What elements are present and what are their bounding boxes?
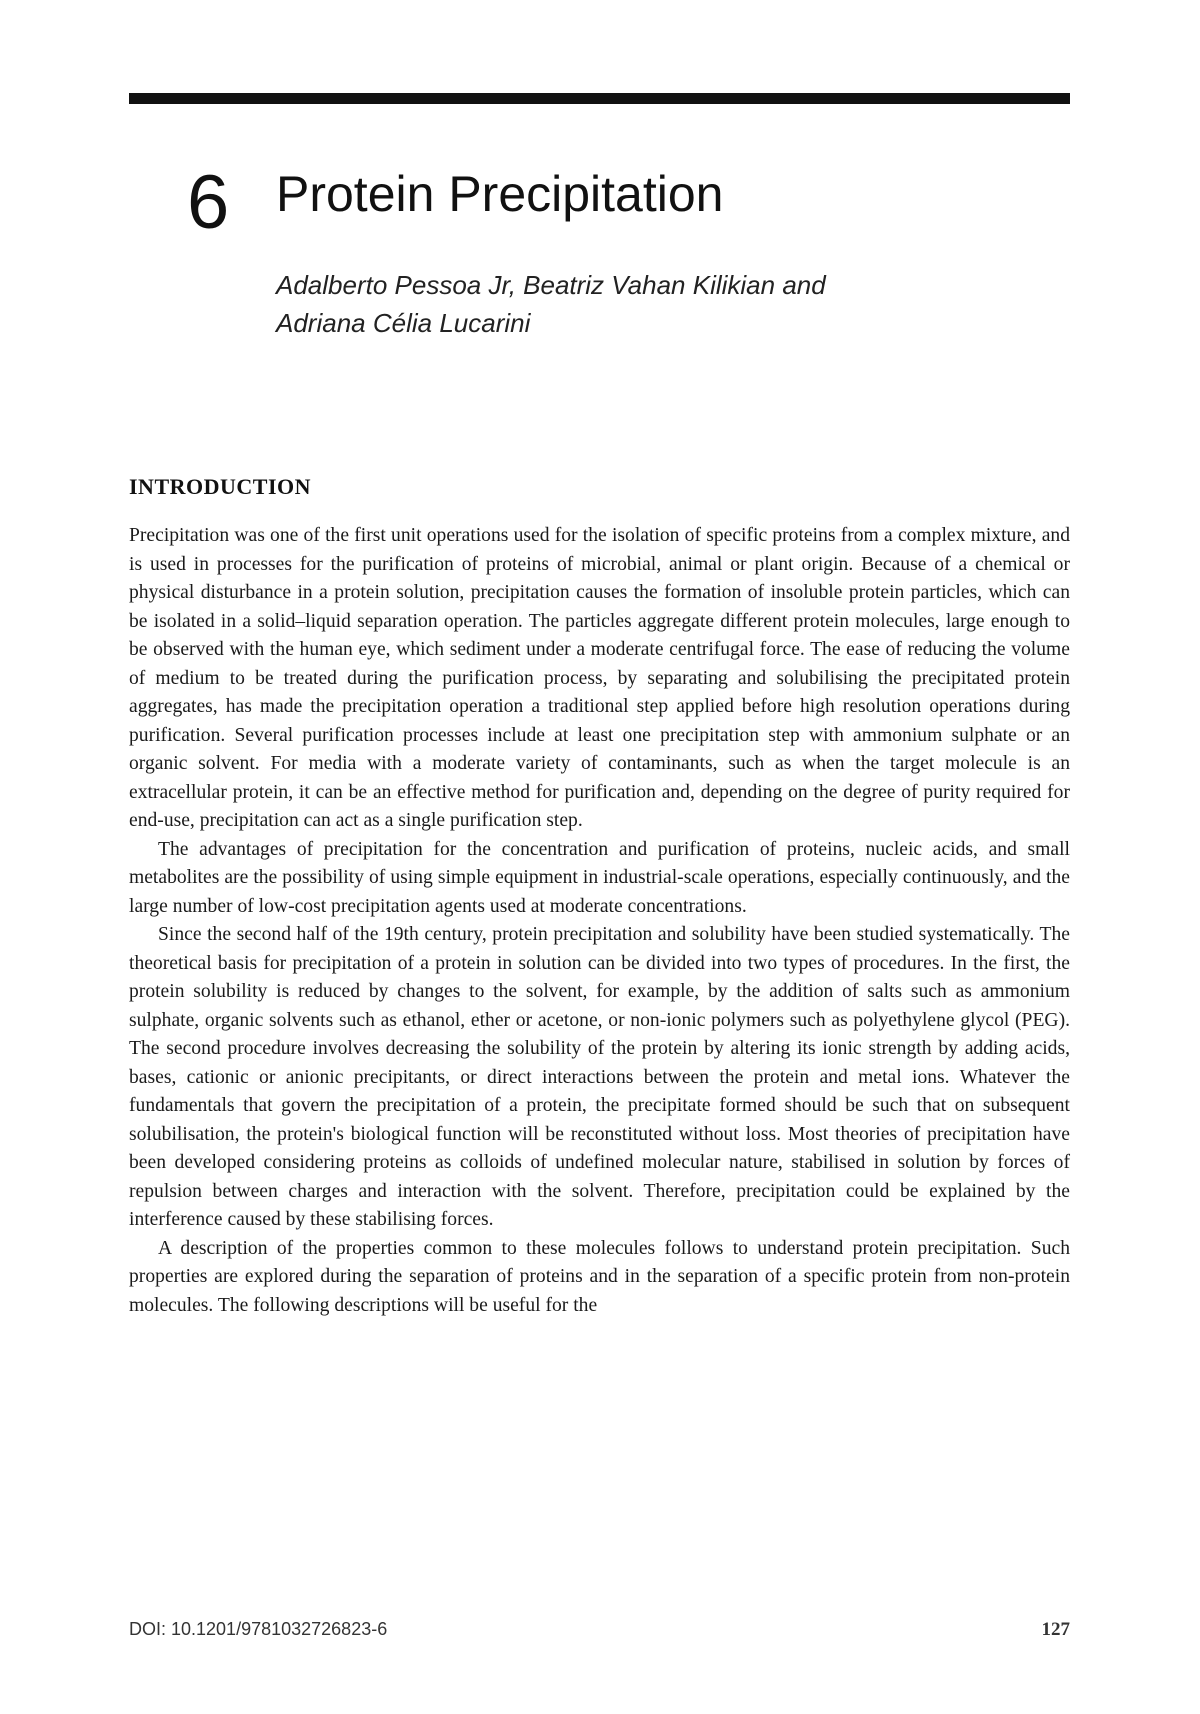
section-heading: INTRODUCTION [129, 474, 312, 499]
paragraph-2: The advantages of precipitation for the concentration and purification of proteins, nucleic acids, and small metabolites are the possibility of using simple equipment in industrial-scale operations, especially continuously, and the large number of low-cost precipitation agents used at moderate concentrations. [129, 838, 1070, 917]
authors-line-1: Adalberto Pessoa Jr, Beatriz Vahan Kilikian and [276, 270, 826, 300]
doi-text: DOI: 10.1201/9781032726823-6 [129, 1619, 388, 1639]
body-text [129, 522, 1070, 1320]
page-number: 127 [1041, 1619, 1070, 1640]
paragraph-1: Precipitation was one of the first unit operations used for the isolation of specific proteins from a complex mixture, and is used in processes for the purification of proteins of microbial, animal or plant origin. Because of a chemical or physical disturbance in a protein solution, precipitation causes the formation of insoluble protein particles, which can be isolated in a solid–liquid separation operation. The particles aggregate different protein molecules, large enough to be observed with the human eye, which sediment under a moderate centrifugal force. The ease of reducing the volume of medium to be treated during the purification process, by separating and solubilising the precipitated protein aggregates, has made the precipitation operation a traditional step applied before high resolution operations during purification. Several purification processes include at least one precipitation step with ammonium sulphate or an organic solvent. For media with a moderate variety of contaminants, such as when the target molecule is an extracellular protein, it can be an effective method for purification and, depending on the degree of purity required for end-use, precipitation can act as a single purification step. [129, 525, 1070, 831]
chapter-number: 6 [187, 160, 230, 245]
page-footer [129, 1619, 1070, 1649]
authors-line-2: Adriana Célia Lucarini [276, 308, 531, 338]
chapter-top-rule [129, 93, 1070, 104]
paragraph-3: Since the second half of the 19th century, protein precipitation and solubility have been studied systematically. The theoretical basis for precipitation of a protein in solution can be divided into two types of procedures. In the first, the protein solubility is reduced by changes to the solvent, for example, by the addition of salts such as ammonium sulphate, organic solvents such as ethanol, ether or acetone, or non-ionic polymers such as polyethylene glycol (PEG). The second procedure involves decreasing the solubility of the protein by altering its ionic strength by adding acids, bases, cationic or anionic precipitants, or direct interactions between the protein and metal ions. Whatever the fundamentals that govern the precipitation of a protein, the precipitate formed should be such that on subsequent solubilisation, the protein's biological function will be reconstituted without loss. Most theories of precipitation have been developed considering proteins as colloids of undefined molecular nature, stabilised in solution by forces of repulsion between charges and interaction with the solvent. Therefore, precipitation could be explained by the interference caused by these stabilising forces. [129, 924, 1070, 1230]
chapter-title: Protein Precipitation [276, 166, 724, 222]
document-page [129, 0, 1070, 1714]
paragraph-4: A description of the properties common to these molecules follows to understand protein precipitation. Such properties are explored during the separation of proteins and in the separation of a specific protein from non-protein molecules. The following descriptions will be useful for the [129, 1237, 1070, 1316]
chapter-authors [276, 266, 976, 342]
